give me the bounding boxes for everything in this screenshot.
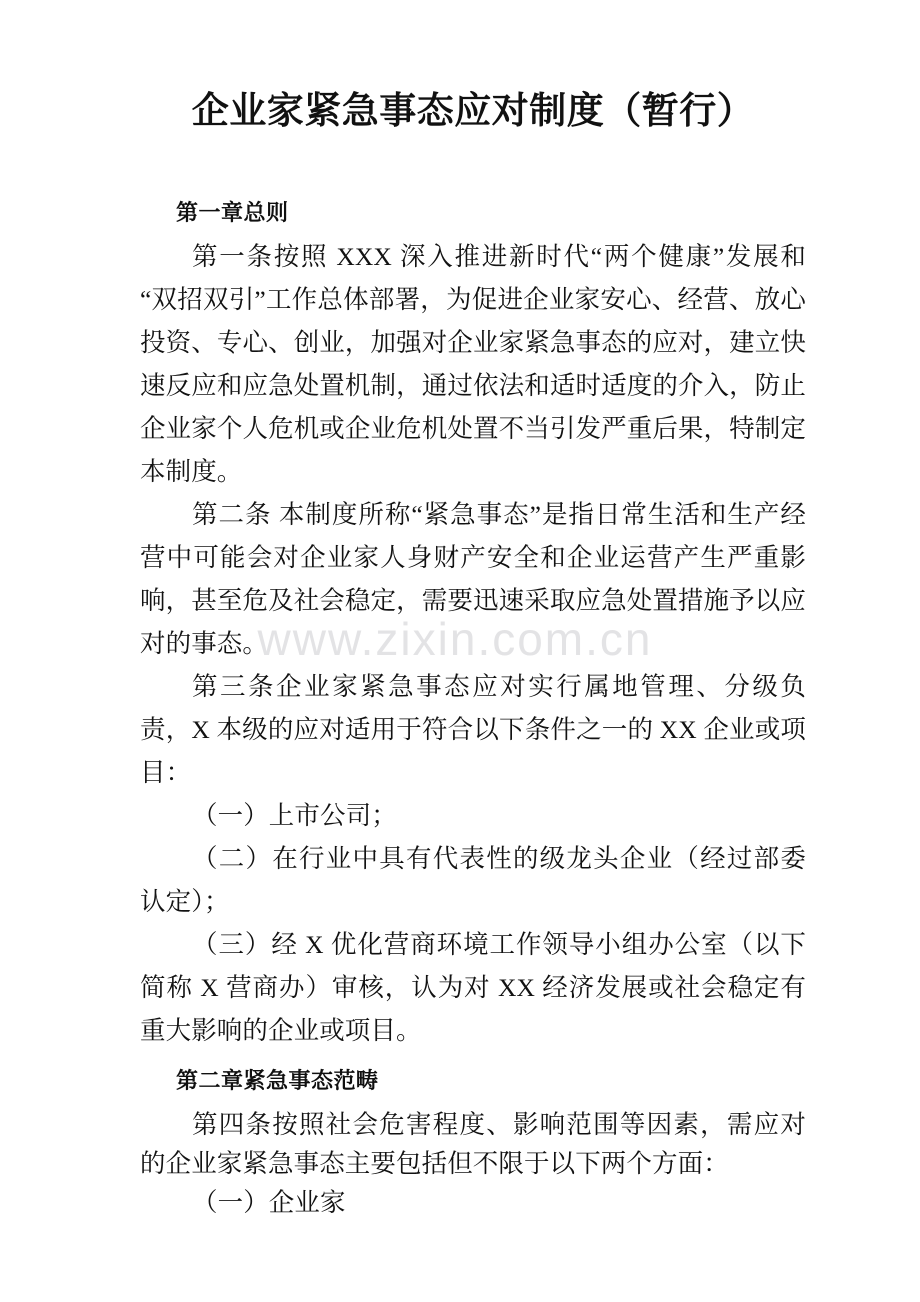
list-item: （一）企业家 — [192, 1188, 346, 1218]
article-paragraph-4: 第四条按照社会危害程度、影响范围等因素，需应对的企业家紧急事态主要包括但不限于以下两个方面： — [140, 1110, 806, 1179]
chapter-heading-1: 第一章总则 — [176, 200, 289, 226]
spacer — [140, 134, 806, 196]
document-content — [140, 0, 806, 1222]
article-paragraph-3: 第三条企业家紧急事态应对实行属地管理、分级负责，X 本级的应对适用于符合以下条件之一的 XX 企业或项目： — [140, 672, 806, 788]
article-paragraph-1: 第一条按照 XXX 深入推进新时代“两个健康”发展和“双招双引”工作总体部署，为促进企业家安心、经营、放心投资、专心、创业，加强对企业家紧急事态的应对，建立快速反应和应急处置机制，通过依法和适时适度的介入，防止企业家个人危机或企业危机处置不当引发严重后果，特制定本制度。 — [140, 242, 806, 487]
watermark: www.zixin.com.cn — [257, 613, 653, 665]
article-paragraph-2: 第二条 本制度所称“紧急事态”是指日常生活和生产经营中可能会对企业家人身财产安全和企业运营产生严重影响，甚至危及社会稳定，需要迅速采取应急处置措施予以应对的事态。 — [140, 500, 806, 659]
spacer — [140, 1097, 806, 1105]
list-item: （三）经 X 优化营商环境工作领导小组办公室（以下简称 X 营商办）审核，认为对 XX 经济发展或社会稳定有重大影响的企业或项目。 — [140, 930, 806, 1046]
list-item: （一）上市公司； — [192, 801, 397, 831]
chapter-heading-2: 第二章紧急事态范畴 — [176, 1068, 379, 1094]
page-title: 企业家紧急事态应对制度（暂行） — [191, 90, 755, 131]
spacer — [140, 1052, 806, 1064]
list-item: （二）在行业中具有代表性的级龙头企业（经过部委认定）； — [140, 844, 806, 917]
